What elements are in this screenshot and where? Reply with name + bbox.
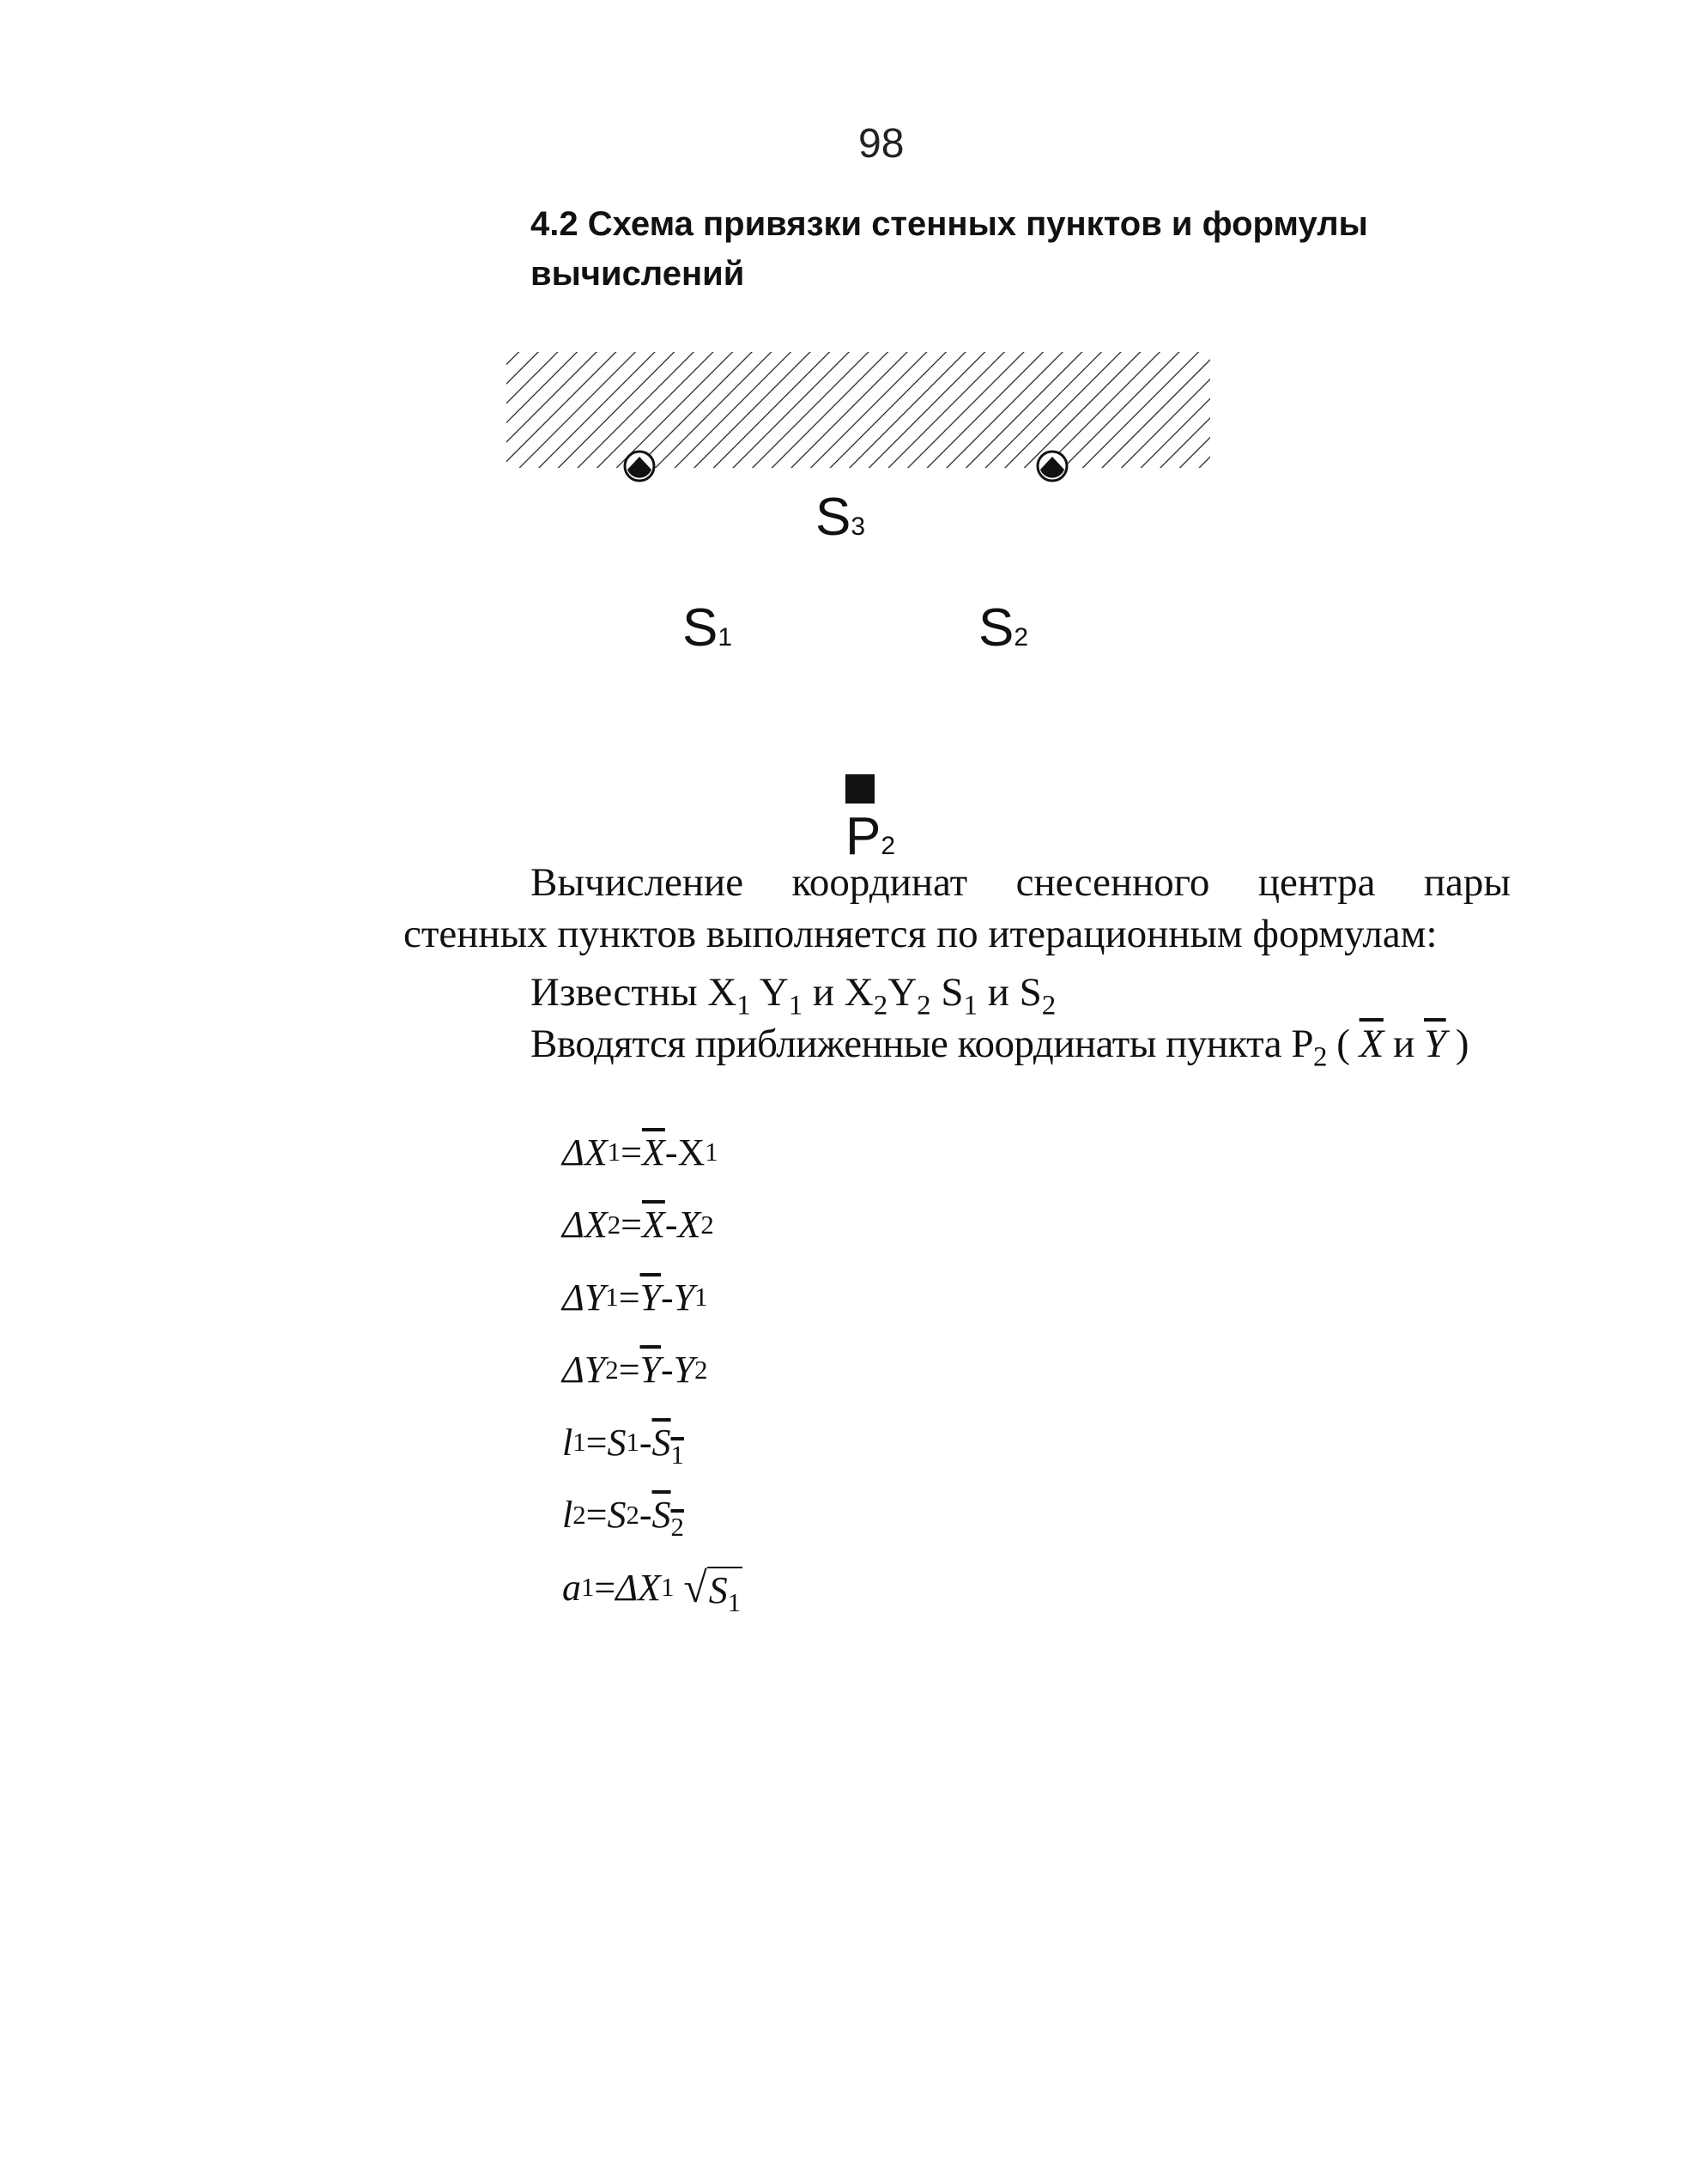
wall-hatch [506,352,1210,468]
intro-paragraph: Вычисление координат снесенного центра пары стенных пунктов выполняется по итерационным формулам: [403,860,1511,956]
point-p2-marker [845,774,875,804]
known-values-line: Известны $X_1$ $Y_1$ и $X_2Y_2$ $S_1$ и $S_2$ [530,970,1057,1022]
wall-point-2 [1038,452,1067,481]
label-s3: S3 [815,488,866,547]
label-s1: S1 [682,598,733,658]
wall-points-scheme [0,326,1708,893]
formula-list [562,1116,742,1624]
label-p2: P2 [845,807,896,866]
formula-dy1: ΔY 1 = $\overline{Y}$ - Y 1 [562,1276,708,1319]
formula-l1: l 1 = S 1 - $S_1$ [562,1421,684,1470]
label-s2: S2 [978,598,1029,658]
square-root-icon: √ $S_1$ [683,1563,742,1618]
page-number: 98 [858,121,905,167]
formula-l2: l 2 = S 2 - $S_2$ [562,1494,684,1543]
section-heading: 4.2 Схема привязки стенных пунктов и формулы вычислений [530,205,1368,293]
formula-dx1: ΔX 1 = $\overline{X}$ - X 1 [562,1131,718,1173]
formula-dx2: ΔX 2 = $\overline{X}$ - X 2 [562,1204,714,1246]
formula-a1: a 1 = ΔX 1 √ $S_1$ [562,1563,742,1618]
wall-point-1 [625,452,654,481]
formula-dy2: ΔY 2 = $\overline{Y}$ - Y 2 [562,1349,708,1392]
approximate-coords-line: Вводятся приближенные координаты пункта $P_2$ ( $\overline{X}$ и $\overline{Y}$ ) [530,1022,1469,1073]
